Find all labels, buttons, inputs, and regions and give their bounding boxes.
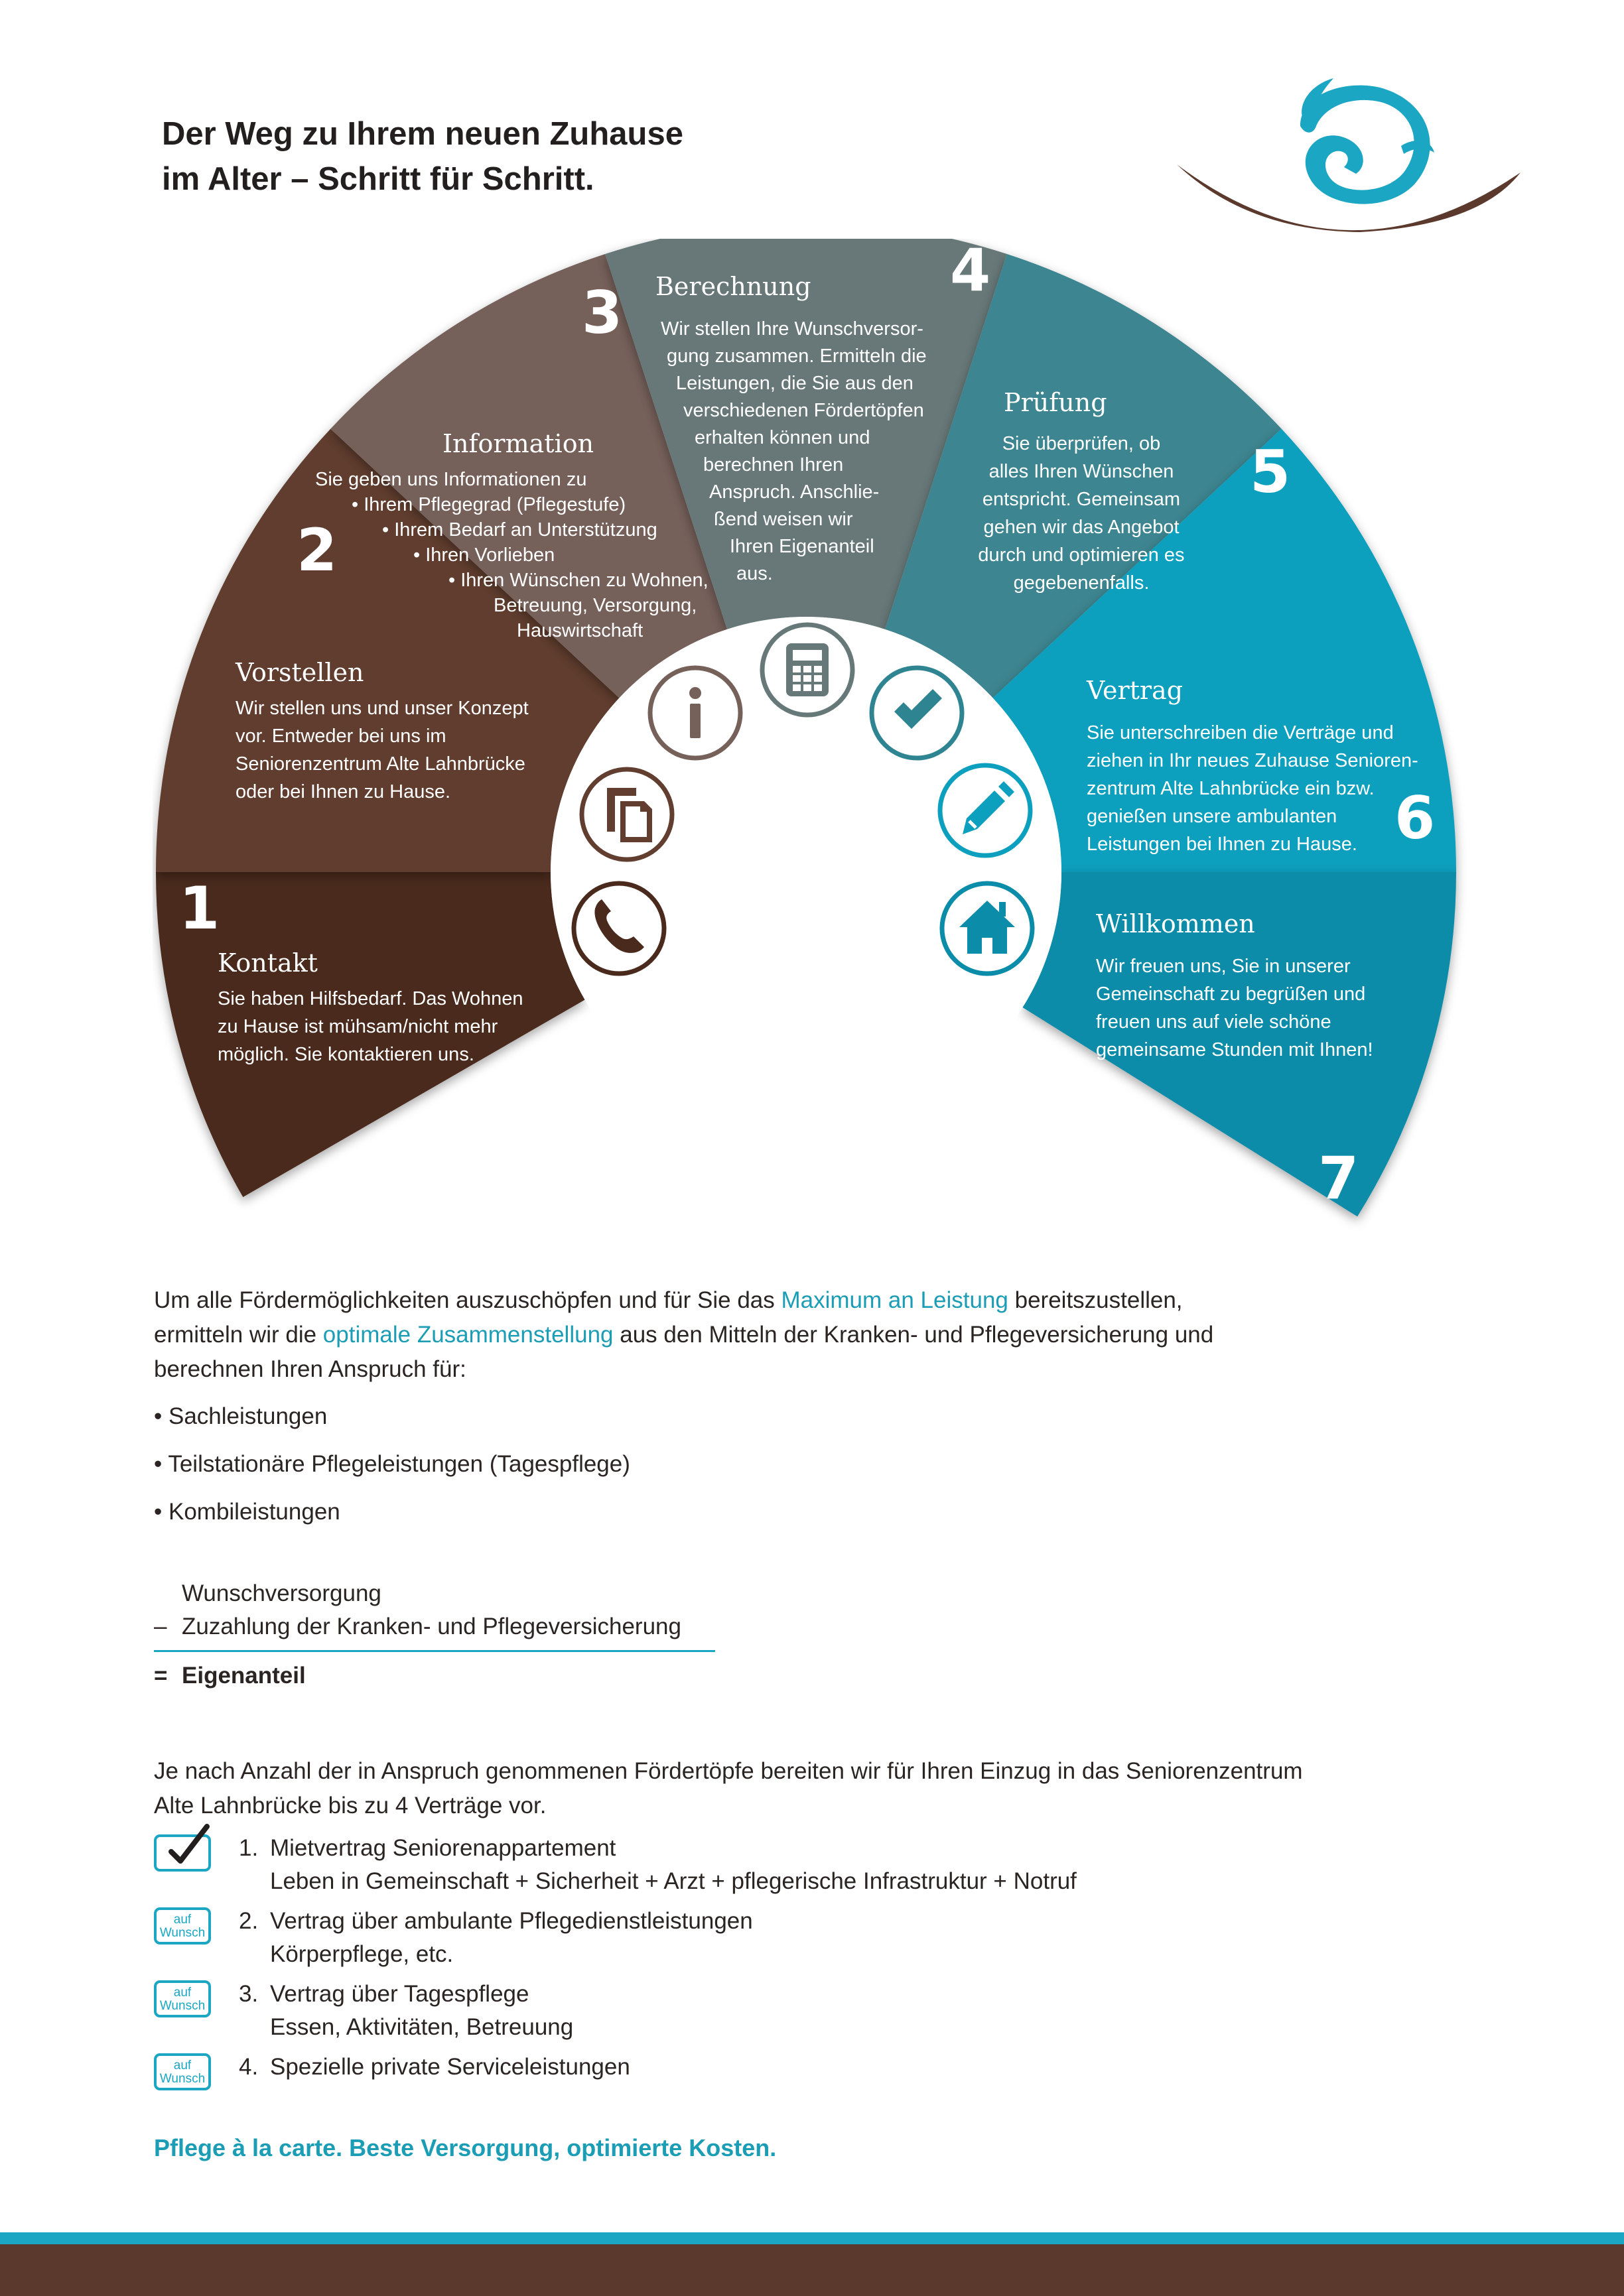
- contract-title: Spezielle private Serviceleistungen: [270, 2054, 630, 2080]
- check-icon: [872, 668, 962, 758]
- badge-text-2: Wunsch: [159, 1926, 206, 1940]
- contract-title: Vertrag über Tagespflege: [270, 1981, 529, 2007]
- step-description-line: Leistungen, die Sie aus den: [676, 373, 914, 394]
- step-description-line: gegebenenfalls.: [1013, 572, 1150, 594]
- step-description-line: Gemeinschaft zu begrüßen und: [1096, 984, 1366, 1005]
- contract-item: [154, 1832, 1481, 1905]
- on-request-badge: [154, 1907, 211, 1945]
- step-description-line: ßend weisen wir: [714, 509, 853, 530]
- badge-text-1: auf: [173, 2059, 192, 2073]
- page-title: [162, 111, 683, 202]
- contract-check-box: [154, 1834, 211, 1872]
- step-title: Vertrag: [1087, 676, 1184, 705]
- calculator-icon: [762, 625, 852, 715]
- step-description-line: gehen wir das Angebot: [983, 517, 1180, 538]
- step-description-line: alles Ihren Wünschen: [988, 461, 1174, 482]
- documents-icon: [582, 769, 672, 860]
- step-description-line: genießen unsere ambulanten: [1087, 806, 1337, 827]
- step-description-line: entspricht. Gemeinsam: [982, 489, 1181, 510]
- calc-line-1: Wunschversorgung: [182, 1580, 381, 1606]
- badge-text-2: Wunsch: [159, 1999, 206, 2013]
- contract-item: [154, 1978, 1481, 2051]
- step-description-line: • Ihren Vorlieben: [413, 544, 555, 566]
- benefit-item: • Sachleistungen: [154, 1403, 328, 1429]
- contract-title: Vertrag über ambulante Pflegedienstleistungen: [270, 1908, 753, 1934]
- contract-detail: Essen, Aktivitäten, Betreuung: [270, 2014, 574, 2040]
- step-number: 7: [1318, 1144, 1359, 1212]
- contract-number: 2.: [239, 1908, 259, 1934]
- calc-line-2: Zuzahlung der Kranken- und Pflegeversicherung: [182, 1614, 681, 1639]
- step-description-line: • Ihrem Bedarf an Unterstützung: [382, 519, 657, 541]
- contract-detail: Körperpflege, etc.: [270, 1941, 454, 1967]
- contract-item: [154, 1905, 1481, 1978]
- step-title: Prüfung: [1004, 388, 1107, 417]
- benefit-item: • Teilstationäre Pflegeleistungen (Tagespflege): [154, 1451, 630, 1477]
- step-description-line: durch und optimieren es: [978, 544, 1185, 566]
- step-description-line: zentrum Alte Lahnbrücke ein bzw.: [1087, 778, 1375, 799]
- footer-bar: [0, 2244, 1624, 2296]
- step-description-line: Sie haben Hilfsbedarf. Das Wohnen: [218, 988, 523, 1009]
- home-icon: [942, 883, 1032, 974]
- contract-detail: Leben in Gemeinschaft + Sicherheit + Arzt + pflegerische Infrastruktur + Notruf: [270, 1868, 1077, 1894]
- step-title: Berechnung: [655, 272, 811, 301]
- step-description-line: möglich. Sie kontaktieren uns.: [218, 1044, 474, 1065]
- contract-item: [154, 2051, 1481, 2124]
- contract-number: 4.: [239, 2054, 259, 2080]
- step-description-line: berechnen Ihren: [703, 454, 844, 476]
- on-request-badge: [154, 2053, 211, 2090]
- title-line-1: Der Weg zu Ihrem neuen Zuhause: [162, 116, 683, 152]
- step-description-line: gemeinsame Stunden mit Ihnen!: [1096, 1039, 1373, 1060]
- step-description-line: Sie unterschreiben die Verträge und: [1087, 722, 1394, 743]
- step-description-line: Wir stellen Ihre Wunschversor-: [661, 318, 923, 340]
- step-description-line: • Ihren Wünschen zu Wohnen,: [448, 570, 709, 591]
- step-description-line: Sie geben uns Informationen zu: [315, 469, 587, 490]
- step-number: 5: [1250, 438, 1291, 506]
- intro-highlight-2: optimale Zusammenstellung: [322, 1322, 614, 1348]
- process-wheel: [153, 239, 1479, 1273]
- step-description-line: Seniorenzentrum Alte Lahnbrücke: [236, 753, 525, 775]
- step-description-line: Sie überprüfen, ob: [1002, 433, 1161, 454]
- badge-text-1: auf: [173, 1986, 192, 2000]
- step-description-line: Wir stellen uns und unser Konzept: [236, 698, 529, 719]
- benefit-item: • Kombileistungen: [154, 1499, 340, 1525]
- intro-paragraph: [154, 1283, 1268, 1387]
- step-number: 2: [297, 516, 338, 584]
- step-description-line: erhalten können und: [695, 427, 870, 448]
- badge-text-1: auf: [173, 1913, 192, 1927]
- step-description-line: vor. Entweder bei uns im: [236, 726, 446, 747]
- badge-text-2: Wunsch: [159, 2072, 206, 2086]
- step-title: Information: [442, 429, 594, 458]
- calc-minus: –: [154, 1614, 167, 1639]
- calc-divider: [154, 1650, 715, 1652]
- step-description-line: Leistungen bei Ihnen zu Hause.: [1087, 834, 1357, 855]
- step-description-line: Betreuung, Versorgung,: [494, 595, 697, 616]
- contract-title: Mietvertrag Seniorenappartement: [270, 1835, 616, 1861]
- step-description-line: gung zusammen. Ermitteln die: [667, 346, 927, 367]
- step-description-line: freuen uns auf viele schöne: [1096, 1011, 1331, 1033]
- title-line-2: im Alter – Schritt für Schritt.: [162, 161, 594, 197]
- step-number: 3: [582, 279, 623, 347]
- step-description-line: aus.: [736, 563, 773, 584]
- contract-number: 1.: [239, 1835, 259, 1861]
- step-description-line: zu Hause ist mühsam/nicht mehr: [218, 1016, 498, 1037]
- calc-result: Eigenanteil: [182, 1663, 306, 1689]
- intro-highlight-1: Maximum an Leistung: [781, 1287, 1008, 1313]
- step-description-line: Anspruch. Anschlie-: [709, 481, 880, 503]
- calc-equals: =: [154, 1663, 168, 1689]
- step-description-line: Ihren Eigenanteil: [730, 536, 874, 557]
- checkmark-icon: [154, 1822, 211, 1869]
- phone-icon: [574, 883, 664, 974]
- contracts-intro: Je nach Anzahl der in Anspruch genommenen Fördertöpfe bereiten wir für Ihren Einzug in das Seniorenzentrum Alte Lahnbrücke bis zu 4 Verträge vor.: [154, 1758, 1303, 1818]
- tagline: Pflege à la carte. Beste Versorgung, optimierte Kosten.: [154, 2134, 777, 2161]
- step-number: 1: [179, 874, 220, 942]
- step-title: Willkommen: [1096, 909, 1255, 938]
- intro-text-2: bereitszustellen, ermitteln wir die: [154, 1287, 1183, 1348]
- on-request-badge: [154, 1980, 211, 2017]
- footer-accent-bar: [0, 2232, 1624, 2244]
- step-description-line: ziehen in Ihr neues Zuhause Senioren-: [1087, 750, 1418, 771]
- step-title: Kontakt: [218, 948, 318, 978]
- step-description-line: verschiedenen Fördertöpfen: [683, 400, 924, 421]
- step-description-line: oder bei Ihnen zu Hause.: [236, 781, 451, 802]
- step-number: 6: [1394, 784, 1436, 852]
- step-description-line: • Ihrem Pflegegrad (Pflegestufe): [352, 494, 626, 515]
- contract-number: 3.: [239, 1981, 259, 2007]
- intro-text-1: Um alle Fördermöglichkeiten auszuschöpfen und für Sie das: [154, 1287, 781, 1313]
- info-icon: [650, 668, 740, 758]
- step-title: Vorstellen: [236, 658, 364, 687]
- intro-text-3: aus den Mitteln der Kranken- und Pflegeversicherung und berechnen Ihren Anspruch für:: [154, 1322, 1214, 1382]
- step-description-line: Wir freuen uns, Sie in unserer: [1096, 956, 1351, 977]
- step-description-line: Hauswirtschaft: [517, 620, 643, 641]
- pencil-icon: [940, 765, 1030, 856]
- step-number: 4: [950, 239, 991, 304]
